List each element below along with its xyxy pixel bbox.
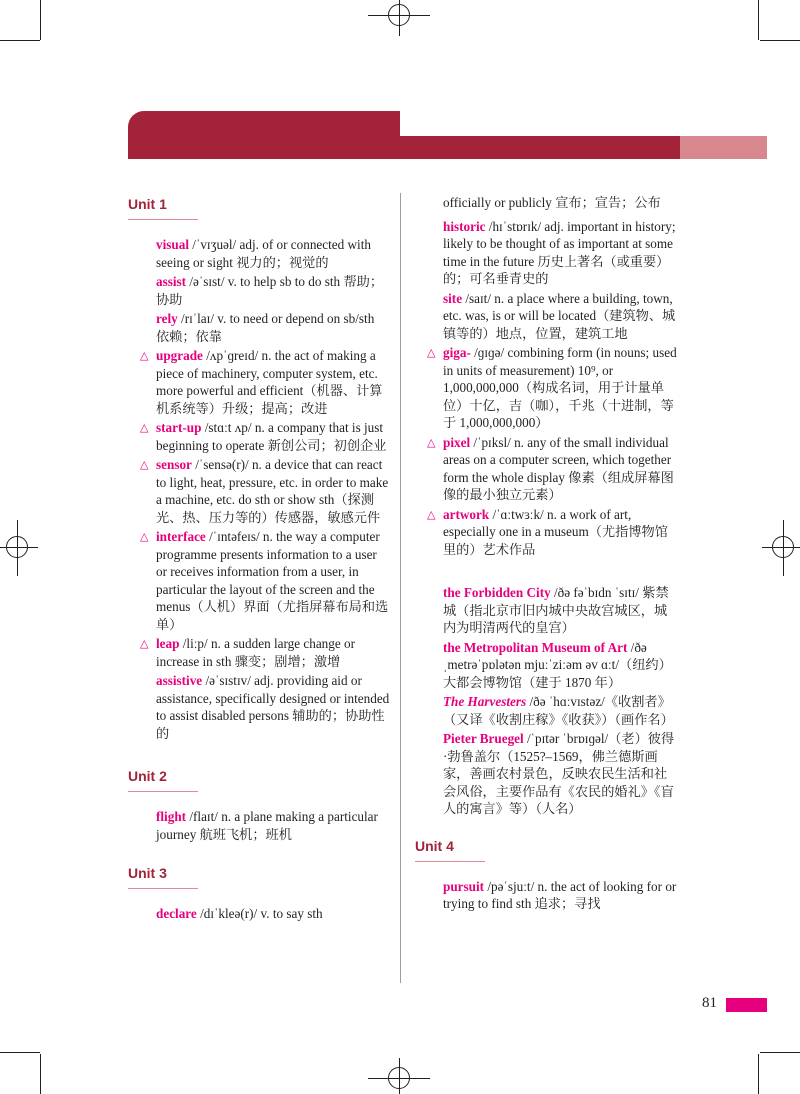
vocab-entry	[128, 236, 390, 271]
headword: visual	[156, 237, 189, 252]
registration-mark-icon	[783, 520, 784, 576]
vocab-entry	[415, 290, 677, 343]
registration-mark-icon	[0, 547, 38, 548]
definition: /ðə ˌmetrəˈpɒlətən mjuːˈziːəm əv ɑːt/（纽约）大都会博物馆（建于 1870 年）	[443, 639, 672, 690]
unit-heading: Unit 2	[128, 766, 390, 792]
vocab-entry	[128, 419, 390, 454]
vocab-entry	[415, 730, 677, 818]
vocab-entry	[128, 905, 390, 923]
definition: /rɪˈlaɪ/ v. to need or depend on sb/sth 依赖；依靠	[156, 311, 375, 344]
registration-mark-icon	[399, 0, 400, 36]
definition: /flaɪt/ n. a plane making a particular journey 航班飞机；班机	[156, 809, 378, 842]
definition: /ˈvɪʒuəl/ adj. of or connected with seeing or sight 视力的；视觉的	[156, 237, 371, 270]
definition: /ˈpɪksl/ n. any of the small individual areas on a computer screen, which together form the whole display 像素（组成屏幕图像的最小独立元素）	[443, 434, 674, 502]
headword: The Harvesters	[443, 694, 527, 709]
definition: /əˈsɪstɪv/ adj. providing aid or assistance, specifically designed or intended to assist disabled persons 辅助的；协助性的	[156, 673, 390, 741]
crop-mark	[758, 1054, 759, 1094]
entry-continuation: officially or publicly 宣布；宣告；公布	[443, 195, 661, 210]
triangle-marker-icon: △	[140, 349, 149, 362]
vocab-entry	[128, 456, 390, 526]
headword: interface	[156, 529, 206, 544]
headword: leap	[156, 636, 180, 651]
headword: historic	[443, 218, 486, 234]
word-list	[128, 905, 390, 923]
triangle-marker-icon: △	[140, 530, 149, 543]
headword: pursuit	[443, 878, 485, 894]
definition: /ɡɪɡə/ combining form (in nouns; used in units of measurement) 10⁹, or 1,000,000,000（构成名词，用于计量单位）十亿，吉（咖），千兆（十进制，等于 1,000,000,000）	[443, 345, 677, 430]
triangle-marker-icon: △	[427, 435, 436, 449]
definition: /ˈɪntəfeɪs/ n. the way a computer programme presents information to a user or receives information from a user, in particular the layout of the screen and the menus（人机）界面（尤指屏幕布局和选单）	[156, 529, 389, 632]
headword: flight	[156, 809, 187, 824]
definition: /ðə ˈhɑːvɪstəz/《收割者》（又译《收割庄稼》《收获》）（画作名）	[443, 694, 674, 727]
triangle-marker-icon: △	[140, 421, 149, 434]
definition: /ðə fəˈbɪdn ˈsɪtɪ/ 紫禁城（指北京市旧内城中央故宫城区，城内为明清两代的皇宫）	[443, 585, 669, 635]
headword: sensor	[156, 457, 192, 472]
header-band-notch	[400, 111, 680, 136]
crop-mark	[760, 1052, 800, 1053]
definition: /dɪˈkleə(r)/ v. to say sth	[196, 906, 323, 921]
triangle-marker-icon: △	[140, 458, 149, 471]
column-divider	[400, 193, 401, 983]
headword: site	[443, 290, 463, 306]
definition: /liːp/ n. a sudden large change or increase in sth 骤变；剧增；激增	[156, 636, 355, 669]
crop-mark	[760, 40, 800, 41]
page-number-bar	[726, 998, 767, 1012]
registration-mark-icon	[17, 520, 18, 576]
definition: /ˈsensə(r)/ n. a device that can react to light, heat, pressure, etc. in order to make a machine, etc. do sth or show sth（探测光、热、压力等的）传感器，敏感元件	[156, 457, 389, 525]
vocab-entry	[415, 639, 677, 692]
headword: start-up	[156, 420, 202, 435]
word-list	[415, 218, 677, 559]
headword: declare	[156, 906, 197, 921]
crop-mark	[0, 40, 40, 41]
word-list	[415, 878, 677, 913]
unit-heading: Unit 4	[415, 836, 677, 862]
vocab-entry	[415, 878, 677, 913]
definition: /ˈpɪtər ˈbrɒɪɡəl/（老）彼得·勃鲁盖尔（1525?–1569，佛兰德斯画家，善画农村景色，反映农民生活和社会风俗，主要作品有《农民的婚礼》《盲人的寓言》等）（人名）	[443, 731, 675, 816]
crop-mark	[0, 1052, 40, 1053]
headword: rely	[156, 311, 178, 326]
proper-name-list	[415, 584, 677, 818]
vocab-entry	[128, 635, 390, 670]
triangle-marker-icon: △	[140, 637, 149, 650]
vocab-entry	[128, 310, 390, 345]
registration-mark-icon	[399, 1058, 400, 1094]
headword: artwork	[443, 506, 490, 522]
triangle-marker-icon: △	[427, 507, 436, 521]
vocab-entry	[128, 808, 390, 843]
vocab-entry	[128, 672, 390, 742]
right-column	[415, 194, 677, 913]
headword: giga-	[443, 345, 471, 360]
unit-heading: Unit 3	[128, 863, 390, 889]
headword: pixel	[443, 434, 471, 450]
crop-mark	[758, 0, 759, 40]
header-band-accent	[680, 136, 767, 159]
definition: /ʌpˈɡreɪd/ n. the act of making a piece of machinery, computer system, etc. more powerful and efficient（机器、计算机系统等）升级；提高；改进	[156, 348, 383, 416]
vocab-entry	[415, 584, 677, 637]
vocab-entry	[128, 347, 390, 417]
word-list	[128, 236, 390, 742]
unit-heading: Unit 1	[128, 194, 390, 220]
word-list	[128, 808, 390, 843]
vocab-entry	[128, 528, 390, 633]
definition: /əˈsɪst/ v. to help sb to do sth 帮助；协助	[156, 274, 384, 307]
vocab-entry	[415, 218, 677, 288]
headword: assistive	[156, 673, 203, 688]
definition: /hɪˈstɒrɪk/ adj. important in history; likely to be thought of as important at some time in the future 历史上著名（或重要）的；可名垂青史的	[443, 218, 676, 286]
triangle-marker-icon: △	[427, 346, 436, 359]
header-band	[400, 136, 680, 159]
headword: upgrade	[156, 348, 203, 363]
definition: /saɪt/ n. a place where a building, town, etc. was, is or will be located（建筑物、城镇等的）地点，位置，建筑工地	[443, 290, 676, 341]
headword: the Forbidden City	[443, 585, 551, 600]
vocab-entry	[415, 434, 677, 504]
headword: the Metropolitan Museum of Art	[443, 639, 628, 655]
left-column	[128, 194, 390, 923]
headword: assist	[156, 274, 187, 289]
definition: /stɑːt ʌp/ n. a company that is just beginning to operate 新创公司；初创企业	[156, 420, 387, 453]
vocab-entry	[415, 344, 677, 432]
vocab-entry	[415, 506, 677, 559]
crop-mark	[40, 0, 41, 40]
headword: Pieter Bruegel	[443, 731, 524, 746]
registration-mark-icon	[762, 547, 800, 548]
definition: /pəˈsjuːt/ n. the act of looking for or trying to find sth 追求；寻找	[443, 878, 677, 911]
page-number: 81	[702, 995, 717, 1011]
crop-mark	[40, 1054, 41, 1094]
vocab-entry	[415, 693, 677, 728]
vocab-entry	[128, 273, 390, 308]
definition: /ˈɑːtwɜːk/ n. a work of art, especially one in a museum（尤指博物馆里的）艺术作品	[443, 506, 668, 557]
